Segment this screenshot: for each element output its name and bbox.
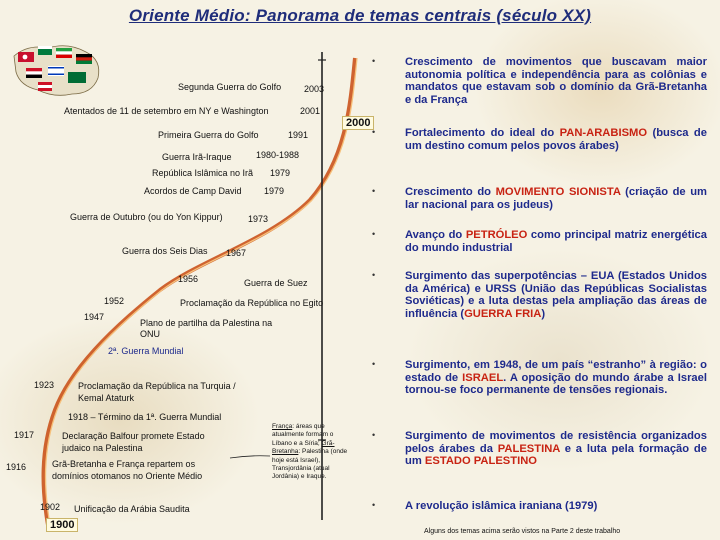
event-year: 1902 xyxy=(40,502,61,512)
theme-highlight: ISRAEL xyxy=(462,371,504,384)
event-year: 1917 xyxy=(14,430,35,440)
theme-text-part: (busca de um destino comum pelos povos árabes) xyxy=(405,127,707,152)
theme-item xyxy=(372,127,707,152)
theme-text-part: Fortalecimento do ideal do xyxy=(405,127,560,139)
event-label: Guerra de Outubro (ou do Yon Kippur) xyxy=(70,212,223,222)
event-label: Guerra de Suez xyxy=(244,278,308,288)
theme-item xyxy=(372,229,707,254)
bullet-icon: • xyxy=(372,359,376,369)
bullet-icon: • xyxy=(372,186,376,196)
event-label: Declaração Balfour promete Estado judaico na Palestina xyxy=(62,431,205,453)
theme-text xyxy=(405,359,707,397)
note-britain-head: Grã-Bretanha xyxy=(272,439,335,456)
bullet-icon: • xyxy=(372,270,376,280)
theme-text-part: Surgimento das superpotências – EUA (Estados Unidos da América) e URSS (União das Repúblicas Socialistas Soviéticas) e a luta destas pela ampliação das áreas de influência ( xyxy=(405,270,707,320)
theme-item xyxy=(372,186,707,211)
theme-text-part: Surgimento de movimentos de resistência organizados pelos árabes da xyxy=(405,430,707,455)
footer-note: Alguns dos temas acima serão vistos na Parte 2 deste trabalho xyxy=(424,528,621,535)
event-label: Proclamação da República na Turquia / Kemal Ataturk xyxy=(78,381,236,403)
theme-text xyxy=(405,270,707,320)
event-year: 1916 xyxy=(6,462,27,472)
theme-text xyxy=(405,500,707,513)
event-label: Grã-Bretanha e França repartem os domínios otomanos no Oriente Médio xyxy=(52,459,203,481)
theme-text-part: Surgimento, em 1948, de um país “estranho” à região: o estado de xyxy=(405,359,707,384)
event-label: 1918 – Término da 1ª. Guerra Mundial xyxy=(68,412,222,422)
event-year: 1979 xyxy=(264,186,285,196)
event-year: 1947 xyxy=(84,312,105,322)
theme-item xyxy=(372,270,707,320)
bullet-icon: • xyxy=(372,430,376,440)
theme-item xyxy=(372,359,707,397)
page-title: Oriente Médio: Panorama de temas centrais (século XX) xyxy=(128,6,592,25)
event-year: 2001 xyxy=(300,106,321,116)
event-label: Atentados de 11 de setembro em NY e Washington xyxy=(64,106,269,116)
theme-text-part: ) xyxy=(541,307,546,320)
event-year: 1980-1988 xyxy=(256,150,300,160)
event-label: Plano de partilha da Palestina na ONU xyxy=(140,318,273,339)
event-year: 1923 xyxy=(34,380,55,390)
event-year: 1991 xyxy=(288,130,309,140)
theme-highlight: PALESTINA xyxy=(497,442,560,455)
theme-highlight: GUERRA FRIA xyxy=(464,307,542,320)
event-year: 2003 xyxy=(304,84,325,94)
theme-highlight: PETRÓLEO xyxy=(465,229,528,241)
event-label: Unificação da Arábia Saudita xyxy=(74,504,190,514)
theme-text xyxy=(405,186,707,211)
theme-text xyxy=(405,430,707,468)
event-label: Guerra Irã-Iraque xyxy=(162,152,232,162)
bullet-icon: • xyxy=(372,500,376,510)
theme-text xyxy=(405,127,707,152)
theme-text xyxy=(405,229,707,254)
note-france-text: : áreas que atualmente formam o Líbano e a Síria; xyxy=(272,423,334,447)
event-label: Acordos de Camp David xyxy=(144,186,242,196)
theme-text-part: Crescimento de movimentos que buscavam maior autonomia política e independência para as colônias e mandatos que estavam sob o domínio da Grã-Bretanha e da França xyxy=(405,56,707,106)
theme-text-part: Crescimento do xyxy=(405,186,496,198)
event-year: 1952 xyxy=(104,296,125,306)
theme-highlight: PAN-ARABISMO xyxy=(559,127,648,139)
event-label: Proclamação da República no Egito xyxy=(180,298,324,308)
theme-text-part: Avanço do xyxy=(405,229,466,241)
event-year-highlight: 1900 xyxy=(46,518,78,532)
partition-note xyxy=(272,423,350,482)
event-label: Guerra dos Seis Dias xyxy=(122,246,208,256)
theme-highlight: MOVIMENTO SIONISTA xyxy=(495,186,621,198)
theme-item xyxy=(372,430,707,468)
event-year-highlight: 2000 xyxy=(342,116,374,130)
bullet-icon: • xyxy=(372,56,376,66)
event-year: 1967 xyxy=(226,248,247,258)
theme-highlight: ESTADO PALESTINO xyxy=(424,455,537,467)
event-label: Primeira Guerra do Golfo xyxy=(158,130,259,140)
theme-text xyxy=(405,56,707,106)
bullet-icon: • xyxy=(372,127,376,137)
bullet-icon: • xyxy=(372,229,376,239)
theme-text-part: como principal matriz energética do mundo industrial xyxy=(405,229,708,254)
note-france-head: França xyxy=(272,423,293,430)
event-year: 1973 xyxy=(248,214,269,224)
event-year: 1956 xyxy=(178,274,199,284)
note-britain-text: : Palestina (onde hoje está Israel), Transjordânia (atual Jordânia) e Iraque. xyxy=(272,448,348,481)
theme-text-part: A revolução islâmica iraniana (1979) xyxy=(405,500,598,512)
theme-text-part: (criação de um lar nacional para os judeus) xyxy=(405,186,708,211)
event-label: República Islâmica no Irã xyxy=(152,168,254,178)
theme-text-part: . A oposição do mundo árabe a Israel tornou-se foco permanente de tensões regionais. xyxy=(405,371,707,396)
theme-text-part: e a luta pela formação de um xyxy=(405,442,707,467)
event-year: 1979 xyxy=(270,168,291,178)
event-label: 2ª. Guerra Mundial xyxy=(108,346,184,356)
theme-item xyxy=(372,500,707,513)
event-label: Segunda Guerra do Golfo xyxy=(178,82,282,92)
theme-item xyxy=(372,56,707,106)
